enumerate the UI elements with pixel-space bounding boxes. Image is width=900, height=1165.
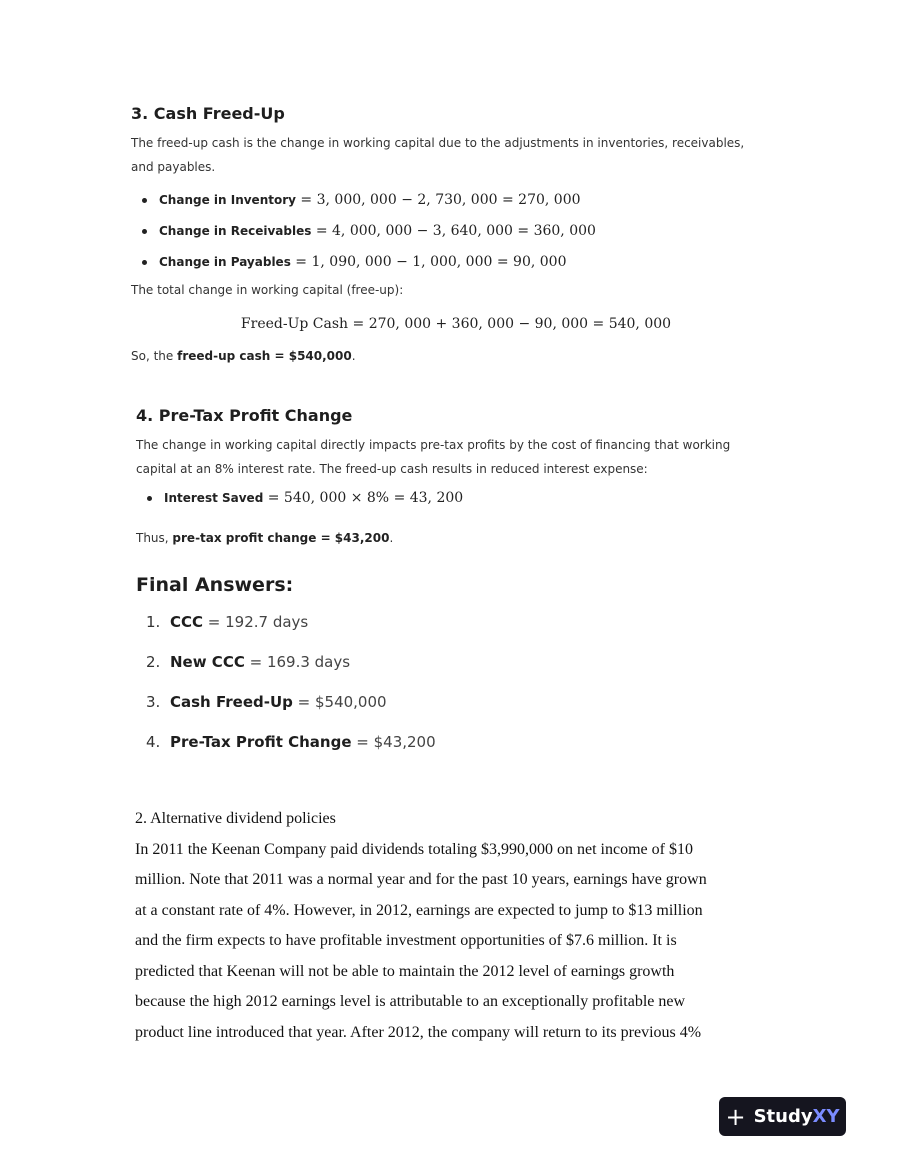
problem-line: predicted that Keenan will not be able to maintain the 2012 level of earnings growth [135,962,675,980]
list-item: Interest Saved = 540, 000 × 8% = 43, 200 [136,483,776,514]
problem-line: product line introduced that year. After 2012, the company will return to its previous 4% [135,1023,702,1041]
problem-line: million. Note that 2011 was a normal year and for the past 10 years, earnings have grown [135,871,707,888]
intro-line-2: capital at an 8% interest rate. The freed-up cash results in reduced interest expense: [136,462,648,476]
section-title: 3. Cash Freed-Up [131,104,285,123]
freed-up-equation: Freed-Up Cash = 270, 000 + 360, 000 − 90, 000 = 540, 000 [240,316,672,332]
interest-list [136,483,776,514]
change-list [131,185,771,278]
list-item: Change in Receivables = 4, 000, 000 − 3, 640, 000 = 360, 000 [131,216,771,247]
problem-line: and the firm expects to have profitable investment opportunities of $7.6 million. It is [135,932,677,949]
problem-heading: 2. Alternative dividend policies [135,810,336,827]
problem-line: because the high 2012 earnings level is attributable to an exceptionally profitable new [135,993,686,1010]
problem-dividend-policies [135,804,795,1048]
answers-list [136,602,776,762]
conclusion: Thus, pre-tax profit change = $43,200. [136,531,394,545]
list-item: 1. CCC = 192.7 days [146,613,309,631]
intro-line-1: The change in working capital directly impacts pre-tax profits by the cost of financing that working [136,438,731,452]
section-cash-freed-up [131,104,771,368]
studyxy-logo: + StudyXY [719,1097,846,1136]
list-item: Change in Inventory = 3, 000, 000 − 2, 730, 000 = 270, 000 [131,185,771,216]
list-item: 4. Pre-Tax Profit Change = $43,200 [146,733,436,751]
list-item: Change in Payables = 1, 090, 000 − 1, 000, 000 = 90, 000 [131,247,771,278]
problem-line: at a constant rate of 4%. However, in 2012, earnings are expected to jump to $13 million [135,901,703,919]
list-item: 3. Cash Freed-Up = $540,000 [146,693,387,711]
problem-line: In 2011 the Keenan Company paid dividends totaling $3,990,000 on net income of $10 [135,840,693,858]
section-title: 4. Pre-Tax Profit Change [136,406,353,425]
list-item: 2. New CCC = 169.3 days [146,653,351,671]
intro-line-1: The freed-up cash is the change in working capital due to the adjustments in inventories, receivables, [131,136,745,150]
conclusion: So, the freed-up cash = $540,000. [131,349,356,363]
intro-line-2: and payables. [131,160,216,174]
final-answers [136,574,776,762]
plus-icon: + [725,1102,746,1131]
final-answers-title: Final Answers: [136,574,294,596]
section-pre-tax-profit [136,406,776,550]
total-text: The total change in working capital (free-up): [131,283,404,297]
